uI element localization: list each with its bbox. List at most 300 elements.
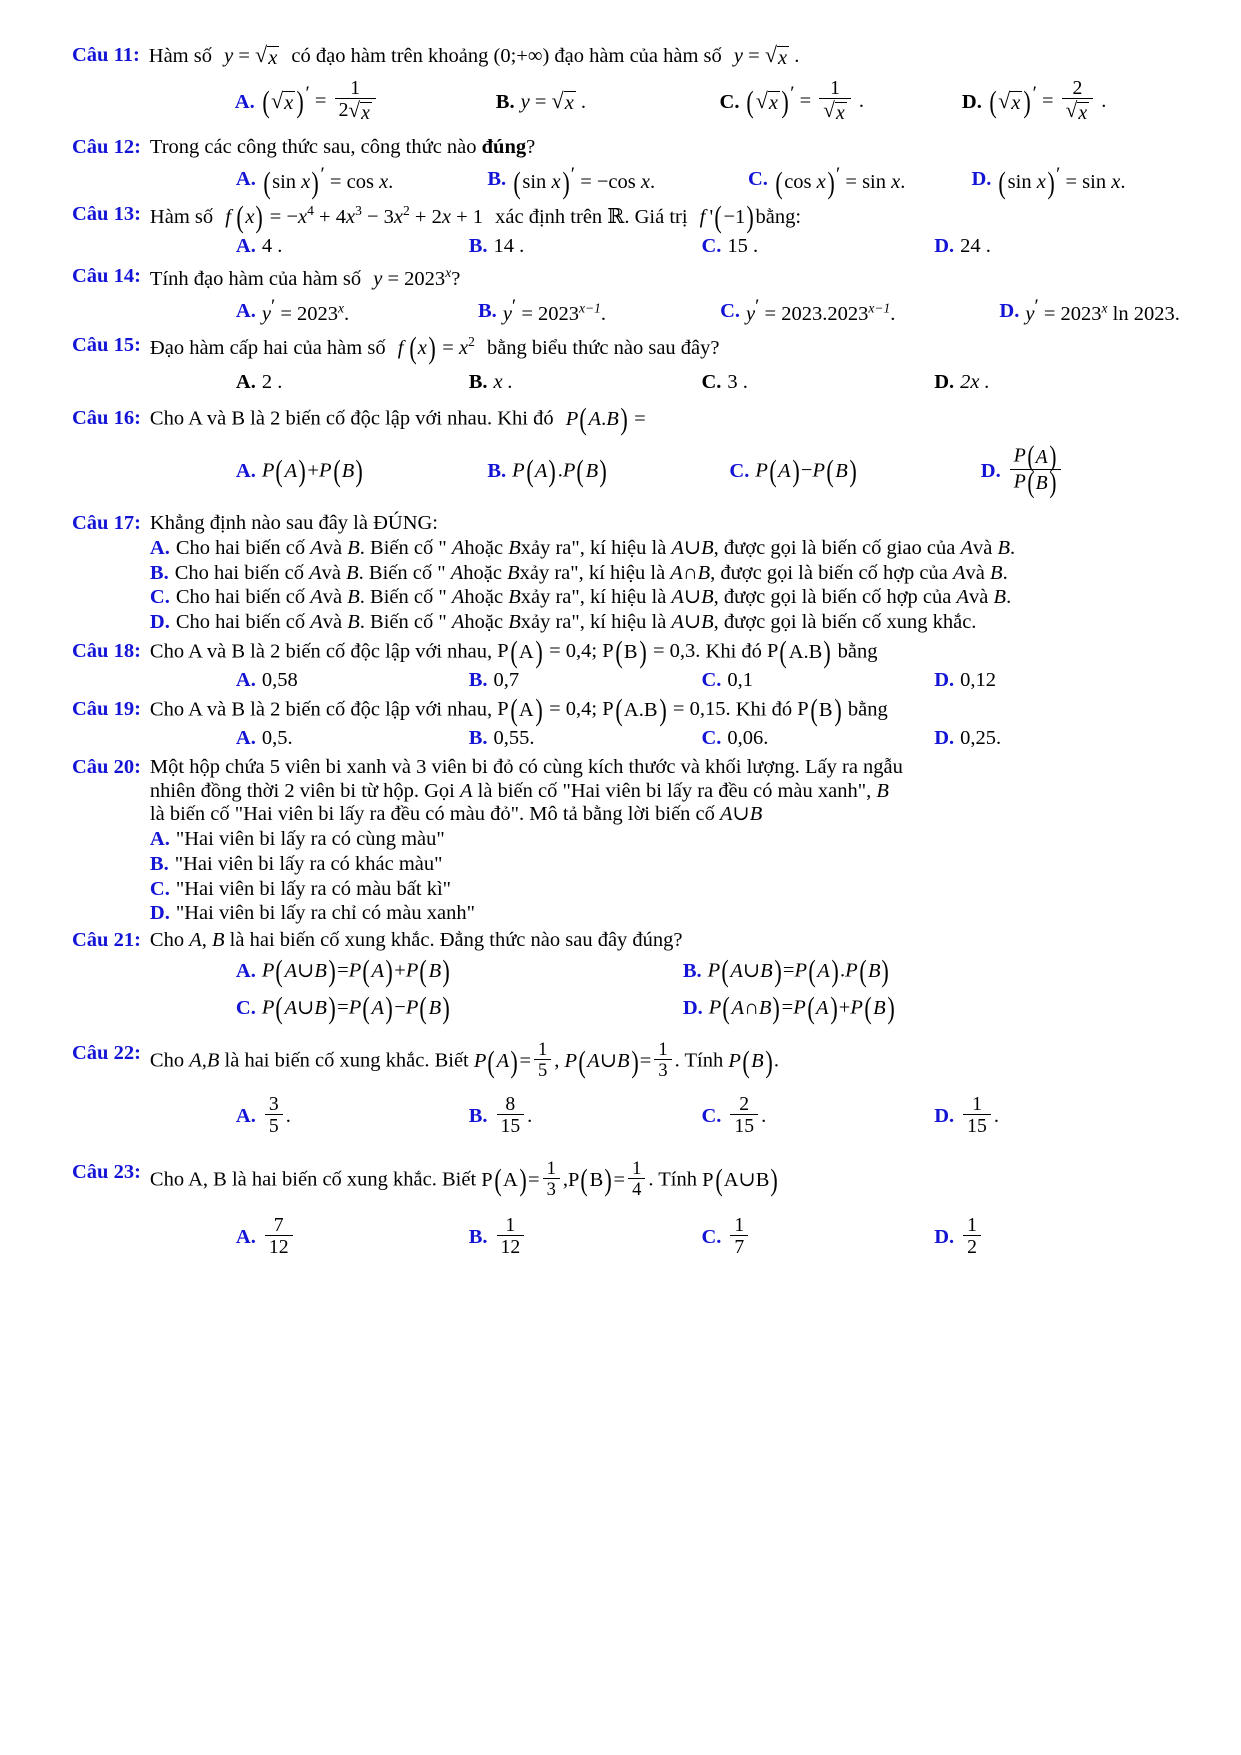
question-stem-q19: Cho A và B là 2 biến cố độc lập với nhau, P ( A ) = 0,4; P ( A.B ) = 0,15. Khi đó P ( B ) bằng — [149, 692, 888, 727]
option-text: , được gọi là biến cố xung khắc. — [713, 611, 977, 634]
option-text: . — [1002, 561, 1008, 584]
question-stem-q15: Đạo hàm cấp hai của hàm số f ( x ) = $x^2$ bằng biểu thức nào sau đây? — [149, 331, 720, 366]
question-block-q20 — [72, 756, 1167, 927]
option-text: . Biến cố " — [359, 586, 447, 609]
event-vars: A,B — [189, 1049, 220, 1072]
frac-den: 15 — [500, 1115, 521, 1138]
option-q12-a[interactable]: A. ( sin x ) ′ = cos x. — [235, 163, 394, 200]
options-q13 — [150, 235, 1167, 259]
option-letter: B. — [478, 299, 497, 322]
stem-text-2: Khi đó — [735, 698, 793, 721]
option-letter: A. — [235, 168, 256, 191]
question-block-q23 — [72, 1158, 1167, 1264]
event-var-a: A — [189, 929, 202, 952]
frac-num: 2 — [730, 1094, 758, 1115]
question-block-q11 — [72, 44, 1167, 130]
option-letter: D. — [961, 90, 982, 113]
stem-text: là biến cố "Hai viên bi lấy ra đều có màu xanh", — [477, 779, 872, 802]
option-letter: C. — [701, 1226, 722, 1249]
option-text: "Hai viên bi lấy ra có màu bất kì" — [175, 877, 452, 900]
option-letter: C. — [729, 459, 750, 482]
option-text: . Biến cố " — [358, 561, 446, 584]
question-block-q16 — [72, 402, 1167, 502]
option-letter: A. — [235, 1226, 256, 1249]
option-letter: D. — [149, 902, 170, 925]
option-letter: A. — [149, 828, 170, 851]
stem-text-2: Khi đó — [705, 640, 762, 663]
option-q18-a[interactable] — [236, 669, 469, 693]
stem-text: Hàm số — [148, 44, 212, 67]
option-letter: D. — [934, 727, 955, 750]
option-q19-c[interactable] — [701, 727, 934, 751]
option-letter: A. — [235, 234, 256, 257]
options-q21-row2 — [150, 991, 1167, 1026]
stem-text: Cho A và B là 2 biến cố độc lập với nhau, — [149, 640, 493, 663]
option-q14-b[interactable]: B. $y' = 2023^{x-1}$. — [478, 296, 607, 326]
option-text: . Biến cố " — [359, 611, 447, 634]
option-text: Cho hai biến cố — [174, 561, 304, 584]
options-q11 — [149, 77, 1167, 125]
stem-text: Đạo hàm cấp hai của hàm số — [149, 336, 386, 359]
options-q23 — [150, 1213, 1167, 1259]
frac-den: 5 — [268, 1115, 279, 1138]
event-var: B — [507, 561, 520, 584]
option-letter: D. — [934, 1105, 955, 1128]
option-letter: B. — [468, 370, 488, 393]
option-q22-d[interactable] — [934, 1092, 1167, 1138]
option-text: 0,55. — [493, 727, 535, 750]
option-letter: C. — [701, 669, 722, 692]
option-q21-c[interactable]: C. P ( A ∪ B ) =P ( A ) −P ( B ) — [235, 991, 450, 1026]
option-letter: A. — [235, 959, 256, 982]
option-q17-c[interactable] — [150, 586, 1167, 610]
question-block-q15 — [72, 331, 1167, 399]
event-var: A — [960, 536, 973, 559]
options-q21-row1 — [150, 953, 1167, 988]
frac-num: 1 — [963, 1094, 991, 1115]
set-expression: A∪B — [720, 803, 763, 826]
question-label-q13: Câu 13: — [72, 202, 141, 225]
option-letter: A. — [235, 1105, 256, 1128]
question-block-q13 — [72, 200, 1167, 261]
option-text: 0,12 — [960, 669, 997, 692]
option-letter: B. — [468, 727, 488, 750]
stem-text: Cho A, B là hai biến cố xung khắc. Biết — [149, 1168, 477, 1191]
option-text: xảy ra", kí hiệu là — [520, 611, 667, 634]
stem-set-symbol: ℝ — [607, 205, 625, 228]
question-stem-q18: Cho A và B là 2 biến cố độc lập với nhau, P ( A ) = 0,4; P ( B ) = 0,3. Khi đó P ( A.B ) bằng — [149, 634, 878, 669]
question-stem-q23: Cho A, B là hai biến cố xung khắc. Biết P ( A ) = $\frac{1}{3}$ ,P ( B ) = $\frac{1}{4}$ . Tính P ( A∪B ) — [149, 1158, 779, 1200]
option-text: và — [973, 536, 993, 559]
set-expression: A∪B — [671, 611, 714, 634]
option-q15-b[interactable] — [469, 371, 702, 395]
option-letter: C. — [235, 996, 256, 1019]
stem-text: là hai biến cố xung khắc. Biết — [224, 1049, 469, 1072]
event-var: A — [451, 611, 465, 634]
event-var-b: B — [876, 779, 889, 802]
option-letter: A. — [149, 536, 170, 559]
event-var: A — [310, 586, 323, 609]
stem-line-2 — [150, 780, 1167, 804]
option-q16-c[interactable]: C. P ( A ) −P ( B ) — [729, 454, 857, 489]
question-label-q22: Câu 22: — [72, 1042, 141, 1065]
option-text: 24 . — [960, 234, 991, 257]
option-text: và — [965, 561, 985, 584]
option-q14-a[interactable]: A. $y' = 2023^x$. — [235, 296, 350, 326]
option-text: Cho hai biến cố — [175, 536, 306, 559]
event-var: A — [310, 536, 323, 559]
option-q15-a[interactable] — [236, 371, 469, 395]
question-stem-q14: Tính đạo hàm của hàm số $y = 2023^x$? — [149, 265, 461, 291]
option-q23-b[interactable] — [468, 1213, 702, 1259]
stem-interval: (0;+∞) — [493, 44, 550, 67]
option-q18-d[interactable] — [934, 669, 1167, 693]
question-stem-q17: Khẳng định nào sau đây là ĐÚNG: — [149, 512, 439, 535]
option-q17-b[interactable] — [150, 562, 1167, 586]
option-letter: C. — [149, 877, 170, 900]
question-label-q11: Câu 11: — [72, 44, 140, 66]
option-letter: A. — [235, 727, 256, 750]
frac-den: 2 — [967, 1235, 977, 1258]
option-q13-b[interactable] — [469, 235, 702, 259]
stem-text-2: ? — [451, 268, 461, 291]
option-q20-d[interactable] — [150, 902, 1167, 926]
option-text: 0,25. — [960, 727, 1002, 750]
stem-text: Cho A và B là 2 biến cố độc lập với nhau. Khi đó — [149, 407, 554, 430]
options-q15 — [150, 371, 1167, 395]
option-letter: D. — [980, 459, 1001, 482]
stem-text: , — [554, 1049, 560, 1072]
event-var: B — [508, 611, 521, 634]
options-q16 — [150, 440, 1167, 499]
question-stem-q13: Hàm số f ( x ) = $-x^4 + 4x^3 - 3x^2 + 2x + 1$ xác định trên ℝ. Giá trị f ' ( −1 ) bằng: — [149, 200, 802, 235]
frac-den: 12 — [500, 1235, 521, 1258]
stem-text-3: đạo hàm của hàm số — [554, 44, 722, 67]
option-q13-a[interactable] — [236, 235, 469, 259]
option-q21-d[interactable]: D. P ( A ∩ B ) =P ( A ) +P ( B ) — [682, 991, 895, 1026]
frac-num: 1 — [543, 1159, 560, 1179]
option-text: "Hai viên bi lấy ra có khác màu" — [174, 852, 443, 875]
option-letter: D. — [934, 370, 955, 393]
option-text: , được gọi là biến cố hợp của — [713, 586, 952, 609]
frac-den: 12 — [268, 1235, 289, 1258]
option-q22-b[interactable] — [468, 1092, 702, 1138]
frac-den: 7 — [734, 1235, 745, 1258]
frac-suffix: . — [761, 1104, 767, 1127]
option-q20-c[interactable] — [150, 878, 1167, 902]
stem-text-3: . Giá trị — [624, 205, 688, 228]
event-var: B — [347, 586, 360, 609]
option-q14-d[interactable]: D. $y' = 2023^x$ ln 2023. — [999, 296, 1180, 326]
option-text: 4 . — [261, 234, 283, 257]
question-label-q19: Câu 19: — [72, 697, 141, 720]
question-label-q21: Câu 21: — [72, 929, 141, 952]
option-text: 0,5. — [261, 727, 293, 750]
option-letter: B. — [495, 90, 515, 113]
question-stem-q20 — [150, 756, 1167, 827]
option-letter: C. — [701, 370, 722, 393]
question-stem-q21 — [150, 929, 1167, 953]
question-label-q17: Câu 17: — [72, 512, 141, 535]
option-letter: B. — [487, 168, 507, 191]
frac-den: 3 — [546, 1179, 556, 1200]
option-q11-a[interactable]: A. ( √ x ) ′ = 1 2 √ x — [235, 80, 496, 125]
option-q17-d[interactable] — [150, 611, 1167, 635]
option-text: 2 . — [261, 370, 283, 393]
frac-den: 4 — [632, 1179, 642, 1200]
frac-den: 5 — [538, 1060, 548, 1081]
stem-text-2: bằng biểu thức nào sau đây? — [486, 336, 720, 359]
frac-num: 3 — [265, 1094, 283, 1115]
option-q14-c[interactable]: C. $y' = 2023.2023^{x-1}$. — [720, 296, 896, 326]
option-text: . — [1010, 536, 1016, 559]
stem-text: Tính đạo hàm của hàm số — [149, 268, 362, 291]
question-stem-q22: Cho A,B là hai biến cố xung khắc. Biết P ( A ) = $\frac{1}{5}$ , P ( A ∪ B ) = $\frac{1}{3}$ . Tính P ( B ) . — [149, 1039, 780, 1081]
option-q15-d[interactable] — [934, 371, 1167, 395]
stem-text: Cho — [149, 1049, 185, 1072]
option-letter: D. — [934, 1226, 955, 1249]
question-block-q21 — [72, 929, 1167, 1024]
options-q12 — [150, 163, 1167, 200]
option-letter: D. — [999, 299, 1020, 322]
option-q16-b[interactable]: B. P ( A ) .P ( B ) — [487, 454, 607, 489]
option-q11-c[interactable]: C. ( √ x ) ′ = 1 √ x . — [719, 77, 864, 124]
event-var: A — [451, 586, 465, 609]
event-var-b: B — [212, 929, 225, 952]
option-letter: A. — [235, 299, 256, 322]
stem-text: Trong các công thức sau, công thức nào — [149, 136, 477, 159]
option-text: hoặc — [464, 536, 504, 559]
stem-emphasis: đúng — [481, 136, 527, 159]
event-var: B — [997, 536, 1011, 559]
option-q11-b[interactable]: B. y = √ x . — [495, 87, 587, 115]
option-letter: D. — [682, 996, 703, 1019]
frac-num: 1 — [534, 1040, 551, 1060]
option-text: , được gọi là biến cố hợp của — [710, 561, 948, 584]
stem-text: là hai biến cố xung khắc. Đẳng thức nào sau đây đúng? — [229, 929, 683, 952]
event-var: B — [993, 586, 1007, 609]
question-stem-q12 — [150, 136, 1167, 160]
option-q12-d[interactable]: D. ( sin x ) ′ = sin x. — [971, 163, 1126, 200]
frac-num: 1 — [654, 1040, 671, 1060]
frac-suffix: . — [527, 1104, 533, 1127]
event-var: B — [508, 536, 521, 559]
option-letter: D. — [934, 234, 955, 257]
option-letter: B. — [149, 852, 169, 875]
option-q15-c[interactable] — [701, 371, 934, 395]
option-text: . — [1006, 586, 1012, 609]
option-text: 2x . — [960, 370, 990, 393]
stem-text: . — [773, 1049, 780, 1072]
stem-text: Cho — [149, 929, 185, 952]
option-text: 0,7 — [493, 669, 520, 692]
stem-text: là biến cố "Hai viên bi lấy ra đều có màu đỏ". Mô tả bằng lời biến cố — [149, 803, 715, 826]
option-q18-b[interactable] — [469, 669, 702, 693]
option-q22-a[interactable] — [235, 1092, 469, 1138]
frac-num: 1 — [730, 1215, 748, 1236]
stem-line-1: Một hộp chứa 5 viên bi xanh và 3 viên bi đỏ có cùng kích thước và khối lượng. Lấy ra ngẫu — [149, 755, 903, 778]
question-label-q20: Câu 20: — [72, 755, 141, 778]
event-var: B — [347, 611, 360, 634]
option-text: hoặc — [463, 561, 502, 584]
option-text: , được gọi là biến cố giao của — [713, 536, 956, 559]
question-block-q14 — [72, 265, 1180, 330]
frac-num: 1 — [628, 1159, 645, 1179]
option-text: "Hai viên bi lấy ra chỉ có màu xanh" — [175, 902, 475, 925]
option-letter: C. — [149, 586, 170, 609]
event-var: A — [451, 536, 465, 559]
event-var: B — [347, 536, 360, 559]
stem-text: Cho A và B là 2 biến cố độc lập với nhau, — [149, 698, 493, 721]
stem-text: . Tính — [674, 1049, 724, 1072]
option-q17-a[interactable] — [150, 537, 1167, 561]
question-stem-q16: Cho A và B là 2 biến cố độc lập với nhau. Khi đó P ( A . B ) = — [149, 402, 646, 437]
event-var: A — [953, 561, 966, 584]
event-var: A — [450, 561, 464, 584]
options-q22 — [150, 1092, 1167, 1138]
question-label-q12: Câu 12: — [72, 136, 141, 159]
option-letter: C. — [701, 727, 722, 750]
option-text: và — [969, 586, 989, 609]
stem-text: , — [201, 929, 207, 952]
option-letter: B. — [468, 1226, 488, 1249]
options-q18 — [150, 669, 1167, 693]
option-text: hoặc — [464, 611, 504, 634]
option-q13-d[interactable] — [934, 235, 1167, 259]
option-q13-c[interactable] — [701, 235, 934, 259]
option-text: và — [322, 536, 343, 559]
option-q18-c[interactable] — [701, 669, 934, 693]
option-q23-a[interactable] — [235, 1213, 469, 1259]
option-letter: A. — [235, 459, 256, 482]
option-letter: B. — [468, 234, 488, 257]
frac-den: 15 — [967, 1115, 987, 1138]
option-letter: A. — [235, 370, 256, 393]
options-q19 — [150, 727, 1167, 751]
option-q12-b[interactable]: B. ( sin x ) ′ = −cos x. — [487, 163, 656, 200]
frac-num: 1 — [963, 1215, 981, 1236]
set-expression: A∪B — [671, 586, 714, 609]
option-letter: D. — [971, 168, 992, 191]
option-text: 14 . — [493, 234, 525, 257]
option-q22-c[interactable] — [701, 1092, 934, 1138]
option-letter: A. — [234, 90, 255, 113]
frac-num: 7 — [265, 1215, 293, 1236]
option-text: và — [322, 586, 343, 609]
stem-text-end: ? — [526, 136, 536, 159]
option-letter: C. — [720, 299, 741, 322]
event-var-a: A — [460, 779, 473, 802]
frac-suffix: . — [993, 1104, 999, 1127]
stem-text-2: xác định trên — [495, 205, 603, 228]
option-text: và — [322, 611, 343, 634]
option-text: Cho hai biến cố — [175, 586, 306, 609]
frac-suffix: . — [285, 1104, 291, 1127]
option-text: x . — [493, 370, 513, 393]
option-letter: B. — [682, 959, 702, 982]
option-q19-b[interactable] — [469, 727, 702, 751]
option-letter: B. — [149, 561, 169, 584]
option-q20-b[interactable] — [150, 853, 1167, 877]
stem-text: , — [562, 1168, 568, 1191]
option-text: xảy ra", kí hiệu là — [520, 586, 667, 609]
set-expression: A∪B — [671, 536, 714, 559]
option-text: xảy ra", kí hiệu là — [520, 536, 667, 559]
question-block-q17 — [72, 512, 1167, 636]
frac-den: 15 — [734, 1115, 755, 1138]
stem-text-3: bằng — [837, 640, 878, 663]
question-block-q19 — [72, 692, 1167, 754]
option-q20-a[interactable] — [150, 828, 1167, 852]
option-text: 0,06. — [727, 727, 769, 750]
frac-num: 8 — [497, 1094, 525, 1115]
stem-text: Hàm số — [149, 205, 214, 228]
option-q11-d[interactable]: D. ( √ x ) ′ = 2 √ x . — [961, 77, 1107, 124]
option-q12-c[interactable]: C. ( cos x ) ′ = sin x. — [748, 163, 906, 200]
option-letter: C. — [701, 1105, 722, 1128]
option-q21-a[interactable]: A. P ( A ∪ B ) =P ( A ) +P ( B ) — [235, 953, 450, 988]
option-q16-a[interactable]: A. P ( A ) +P ( B ) — [235, 454, 364, 489]
option-q23-d[interactable] — [934, 1213, 1167, 1259]
stem-text: . Tính — [648, 1168, 697, 1191]
question-label-q14: Câu 14: — [72, 265, 141, 288]
event-var: A — [310, 611, 323, 634]
option-letter: D. — [149, 611, 170, 634]
option-q19-a[interactable] — [236, 727, 469, 751]
question-block-q18 — [72, 634, 1167, 696]
stem-text-3: bằng — [847, 698, 888, 721]
option-letter: B. — [468, 1105, 488, 1128]
question-label-q18: Câu 18: — [72, 639, 141, 662]
option-q21-b[interactable]: B. P ( A ∪ B ) =P ( A ) .P ( B ) — [682, 953, 890, 988]
option-letter: D. — [934, 669, 955, 692]
option-letter: A. — [235, 669, 256, 692]
question-stem-q11: Hàm số y = √ x có đạo hàm trên khoảng (0;+∞) đạo hàm của hàm số y = √ x . — [148, 42, 800, 69]
stem-line-3 — [150, 803, 1167, 827]
option-text: "Hai viên bi lấy ra có cùng màu" — [175, 828, 445, 851]
option-text: và — [321, 561, 341, 584]
event-var: B — [508, 586, 521, 609]
option-text: 3 . — [727, 370, 748, 393]
option-letter: B. — [487, 459, 507, 482]
stem-text-4: bằng: — [755, 205, 802, 228]
option-letter: C. — [719, 90, 740, 113]
option-letter: C. — [748, 168, 768, 191]
option-letter: B. — [468, 669, 488, 692]
frac-num: 1 — [497, 1215, 525, 1236]
question-block-q22 — [72, 1039, 1167, 1143]
option-text: xảy ra", kí hiệu là — [519, 561, 666, 584]
event-var: A — [309, 561, 322, 584]
option-q23-c[interactable] — [701, 1213, 934, 1259]
event-var: B — [990, 561, 1003, 584]
question-block-q12 — [72, 136, 1167, 199]
event-var: A — [956, 586, 970, 609]
option-q16-d[interactable]: D. P ( A ) P ( B ) — [981, 447, 1167, 497]
question-label-q16: Câu 16: — [72, 407, 141, 430]
option-text: 0,1 — [727, 669, 754, 692]
stem-text-2: có đạo hàm trên khoảng — [291, 44, 489, 67]
option-letter: C. — [701, 234, 722, 257]
option-text: 0,58 — [261, 669, 298, 692]
option-text: hoặc — [464, 586, 504, 609]
option-q19-d[interactable] — [934, 727, 1167, 751]
stem-text: nhiên đồng thời 2 viên bi từ hộp. Gọi — [149, 779, 455, 802]
options-q14 — [150, 296, 1180, 327]
option-text: . Biến cố " — [359, 536, 447, 559]
event-var: B — [346, 561, 359, 584]
set-expression: A∩B — [670, 561, 711, 584]
